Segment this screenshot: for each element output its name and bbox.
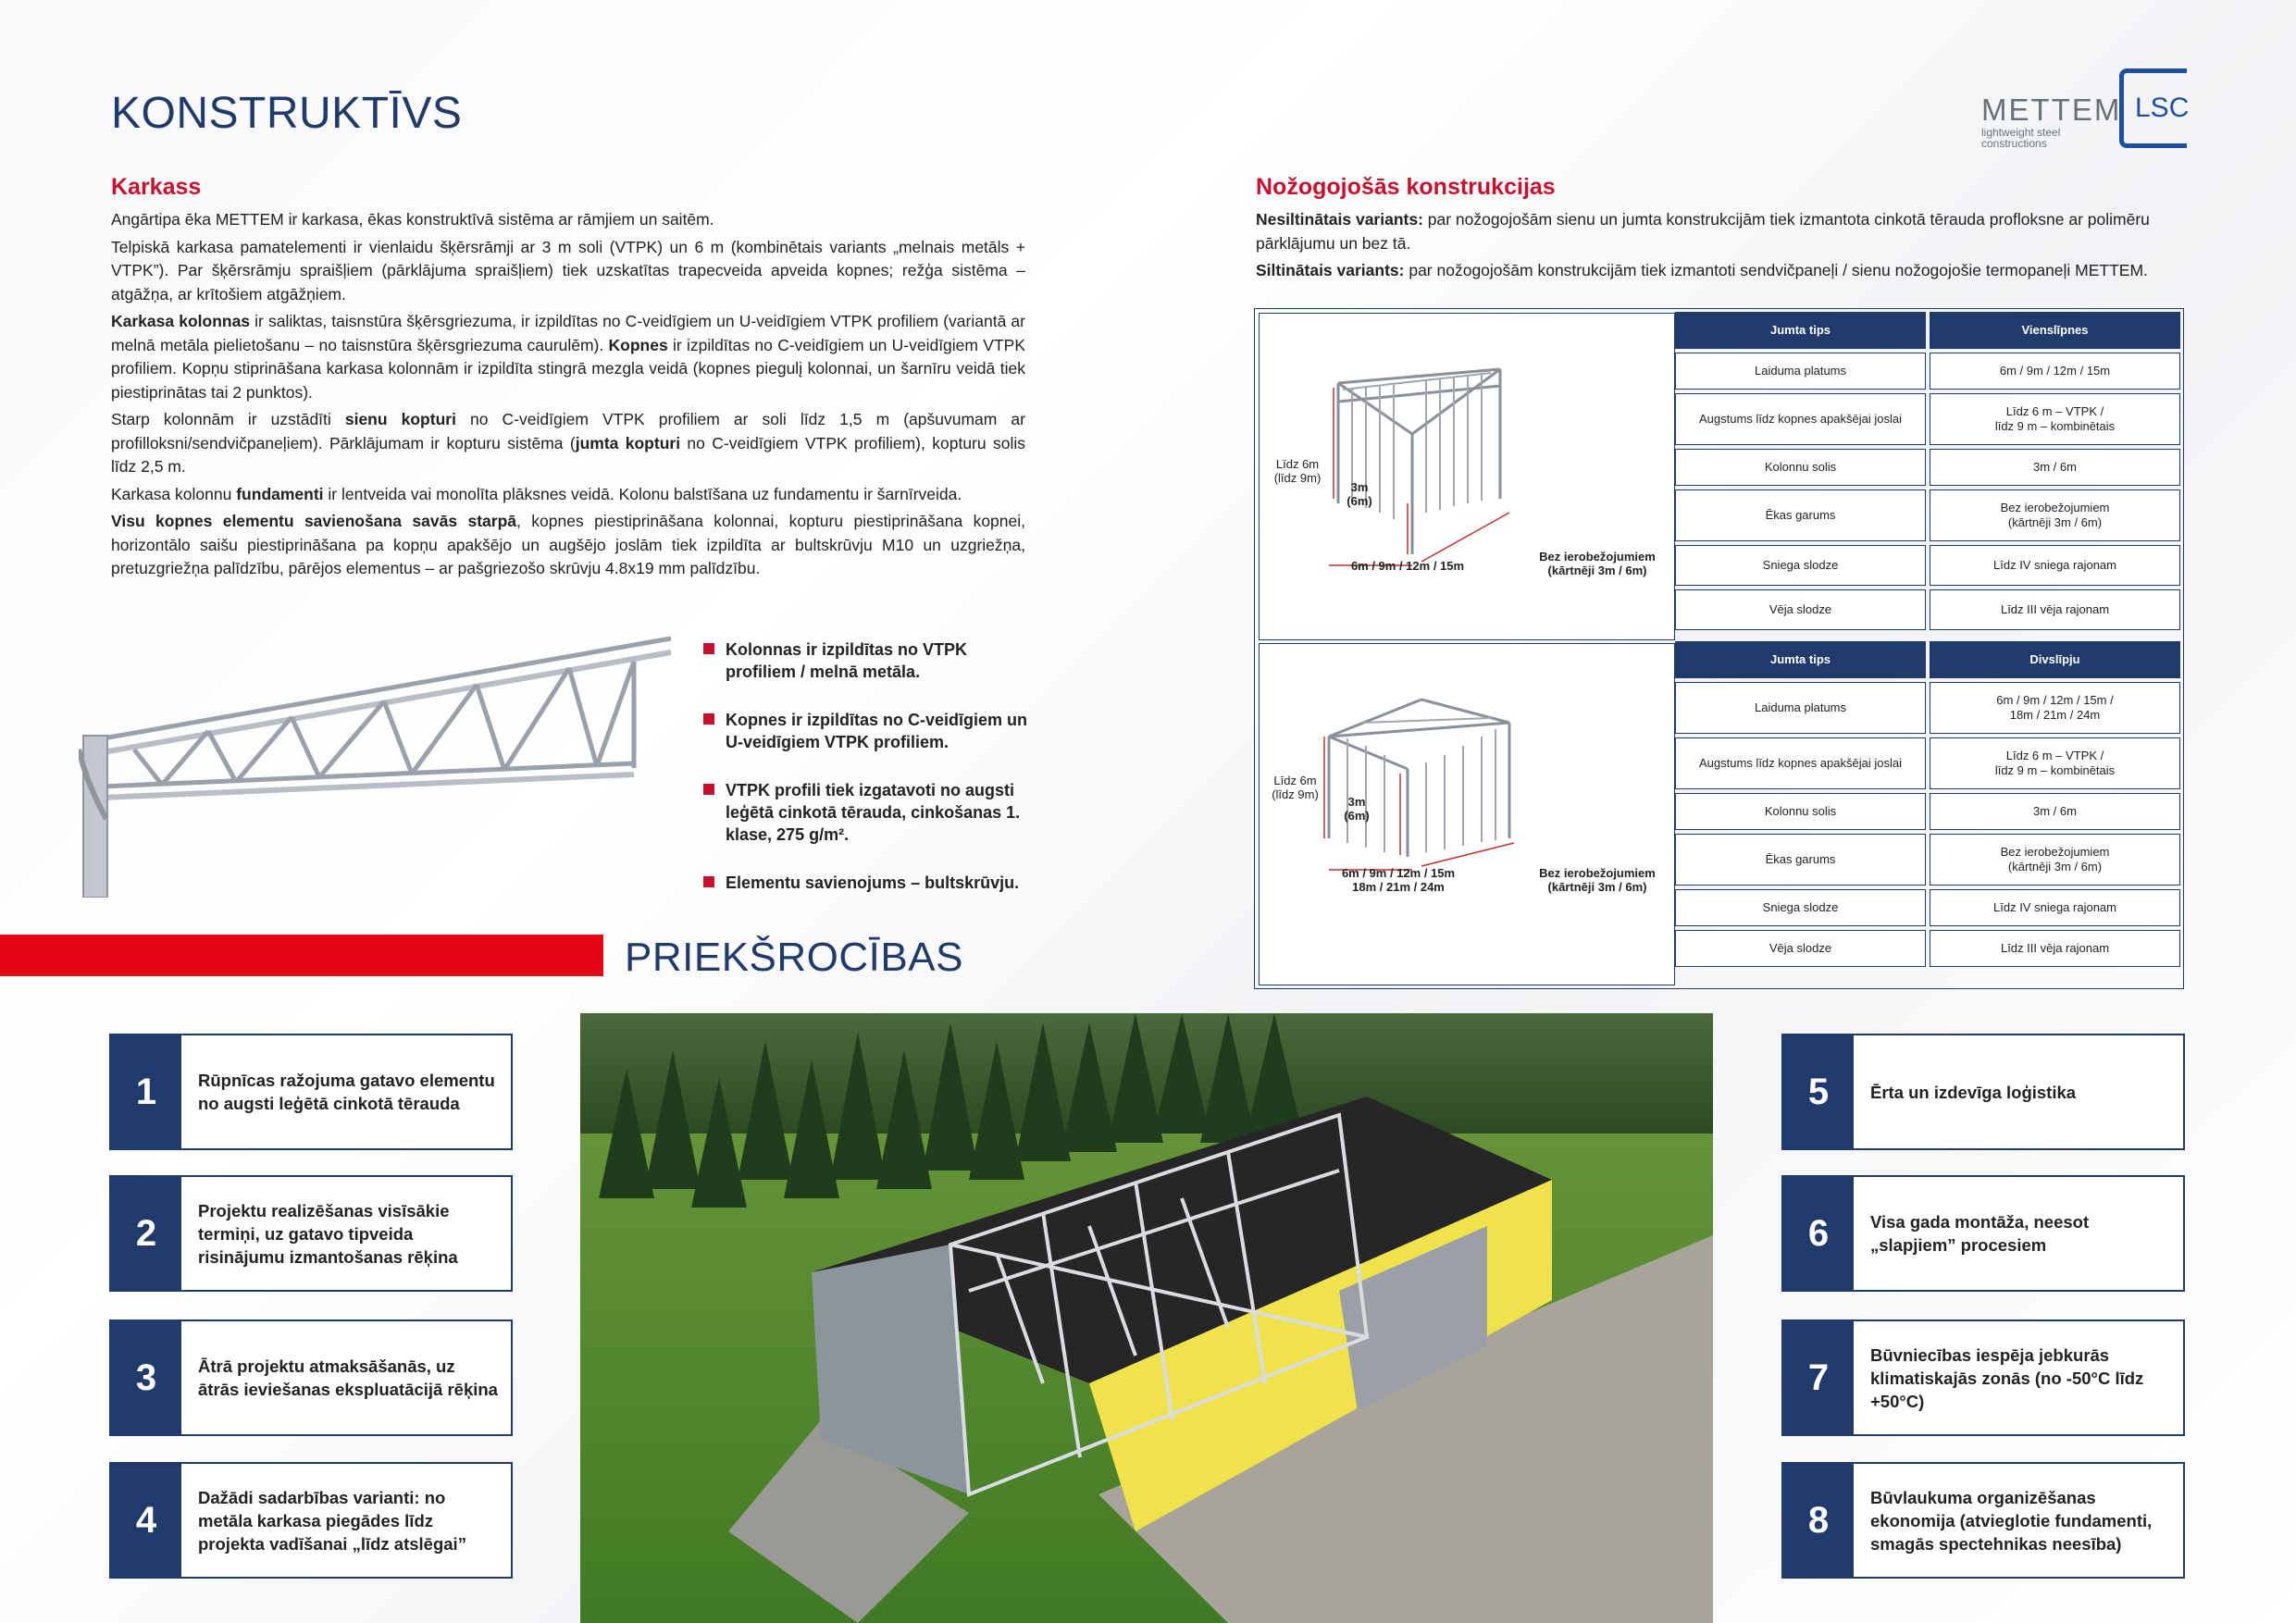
truss-illustration bbox=[79, 620, 708, 898]
karkass-p1: Angārtipa ēka METTEM ir karkasa, ēkas konstruktīvā sistēma ar rāmjiem un saitēm. bbox=[111, 210, 714, 229]
table-cell: Līdz IV sniega rajonam bbox=[1930, 545, 2180, 586]
table2-header-type: Jumta tips bbox=[1675, 641, 1926, 678]
diagram1-height-label: Līdz 6m (līdz 9m) bbox=[1273, 457, 1322, 485]
diagram2-length-label: Bez ierobežojumiem (kārtnēji 3m / 6m) bbox=[1539, 866, 1656, 894]
nozog-body bbox=[1256, 208, 2181, 287]
table-cell: Ēkas garums bbox=[1675, 834, 1926, 886]
table-cell: Laiduma platums bbox=[1675, 682, 1926, 734]
table-cell: Sniega slodze bbox=[1675, 889, 1926, 926]
karkass-p4: Starp kolonnām ir uzstādīti sienu kopturi no C-veidīgiem VTPK profiliem ar soli līdz 1,5 m (apšuvumam ar profilloksni/sendvičpaneļiem). Pārklājumam ir kopturu sistēma (jumta kopturi no C-veidīgiem VTPK profiliem), kopturu solis līdz 2,5 m. bbox=[111, 410, 1025, 476]
diagram2-span-label: 6m / 9m / 12m / 15m 18m / 21m / 24m bbox=[1341, 866, 1456, 894]
karkass-p6: Visu kopnes elementu savienošana savās starpā, kopnes piestiprināšana kolonnai, kopturu piestiprināšana kopnei, horizontālo saišu piestiprināšana pa kopņu apakšējo un augšējo joslām tiek izpildīta ar bultskrūvju M10 un uzgriežņa, pretuzgriežņa palīdzību, pārējos elementus – ar pašgriezošo skrūvju 4.8x19 mm palīdzību. bbox=[111, 512, 1026, 577]
bullet-item: Kolonnas ir izpildītas no VTPK profiliem / melnā metāla. bbox=[703, 638, 1036, 683]
advantage-text: Rūpnīcas ražojuma gatavo elementu no augsti leģētā cinkotā tērauda bbox=[198, 1071, 495, 1113]
advantage-number: 6 bbox=[1783, 1177, 1854, 1290]
advantage-number: 7 bbox=[1783, 1321, 1854, 1434]
feature-bullets bbox=[703, 638, 1036, 920]
table-cell: Bez ierobežojumiem (kārtnēji 3m / 6m) bbox=[1930, 834, 2180, 886]
karkass-p5: Karkasa kolonnu fundamenti ir lentveida vai monolīta plāksnes veidā. Kolonu balstīšana uz fundamentu ir šarnīrveida. bbox=[111, 484, 962, 503]
table-cell: Kolonnu solis bbox=[1675, 449, 1926, 486]
diagram2-step-label: 3m (6m) bbox=[1344, 795, 1370, 823]
advantage-number: 5 bbox=[1783, 1035, 1854, 1148]
diagram1-step-label: 3m (6m) bbox=[1347, 480, 1372, 508]
diagram2-height-label: Līdz 6m (līdz 9m) bbox=[1272, 774, 1319, 801]
advantage-card bbox=[109, 1319, 513, 1436]
advantages-title: PRIEKŠROCĪBAS bbox=[625, 935, 963, 980]
spec-table-single-slope bbox=[1671, 308, 2184, 634]
advantage-number: 1 bbox=[111, 1035, 181, 1148]
mettem-logo bbox=[1976, 65, 2198, 148]
table-cell: Bez ierobežojumiem (kārtnēji 3m / 6m) bbox=[1930, 489, 2180, 541]
advantage-text: Visa gada montāža, neesot „slapjiem” procesiem bbox=[1870, 1212, 2090, 1255]
advantage-text: Ērta un izdevīga loģistika bbox=[1870, 1082, 2077, 1102]
diagram1-span-label: 6m / 9m / 12m / 15m bbox=[1350, 559, 1465, 573]
diagram1-length-label: Bez ierobežojumiem (kārtnēji 3m / 6m) bbox=[1539, 550, 1656, 577]
karkass-body bbox=[111, 208, 1025, 585]
section-accent-band bbox=[0, 935, 603, 976]
building-render-image bbox=[580, 1013, 1713, 1623]
table1-header-type: Jumta tips bbox=[1675, 312, 1926, 349]
table-cell: Līdz 6 m – VTPK / līdz 9 m – kombinētais bbox=[1930, 737, 2180, 789]
diagram-single-slope bbox=[1259, 313, 1675, 640]
logo-wordmark: METTEM bbox=[1981, 93, 2122, 127]
nozog-title: Nožogojošās konstrukcijas bbox=[1256, 174, 1556, 200]
advantage-text: Ātrā projektu atmaksāšanās, uz ātrās ieviešanas ekspluatācijā rēķina bbox=[198, 1357, 498, 1399]
table-cell: Sniega slodze bbox=[1675, 545, 1926, 586]
advantage-text: Projektu realizēšanas visīsākie termiņi, uz gatavo tipveida risinājumu izmantošanas rēķina bbox=[198, 1200, 458, 1267]
page-title: KONSTRUKTĪVS bbox=[111, 89, 463, 138]
table-cell: Augstums līdz kopnes apakšējai joslai bbox=[1675, 393, 1926, 445]
table-cell: Līdz III vēja rajonam bbox=[1930, 930, 2180, 967]
nozog-p2: Siltinātais variants: par nožogojošām konstrukcijām tiek izmantoti sendvičpaneļi / sienu nožogojošie termopaneļi METTEM. bbox=[1256, 261, 2148, 279]
diagram-double-slope bbox=[1259, 643, 1675, 985]
karkass-title: Karkass bbox=[111, 174, 202, 200]
advantage-card bbox=[109, 1462, 513, 1579]
table-cell: Vēja slodze bbox=[1675, 589, 1926, 630]
table-cell: 3m / 6m bbox=[1930, 793, 2180, 830]
table-cell: Līdz III vēja rajonam bbox=[1930, 589, 2180, 630]
advantage-text: Būvniecības iespēja jebkurās klimatiskajās zonās (no -50°C līdz +50°C) bbox=[1870, 1344, 2144, 1411]
bullet-item: VTPK profili tiek izgatavoti no augsti leģētā cinkotā tērauda, cinkošanas 1. klase, 275 g/m². bbox=[703, 779, 1036, 846]
double-slope-frame-drawing bbox=[1260, 644, 1674, 985]
table-cell: 3m / 6m bbox=[1930, 449, 2180, 486]
advantage-number: 2 bbox=[111, 1177, 181, 1290]
advantage-card bbox=[109, 1034, 513, 1150]
table-cell: Ēkas garums bbox=[1675, 489, 1926, 541]
bullet-item: Elementu savienojums – bultskrūvju. bbox=[703, 872, 1036, 894]
advantage-number: 8 bbox=[1783, 1464, 1854, 1577]
table-cell: Augstums līdz kopnes apakšējai joslai bbox=[1675, 737, 1926, 789]
table1-header-value: Vienslīpnes bbox=[1930, 312, 2180, 349]
karkass-p3: Karkasa kolonnas ir saliktas, taisnstūra šķērsgriezuma, ir izpildītas no C-veidīgiem un U-veidīgiem VTPK profiliem (variantā ar melnā metāla pielietošanu – no taisnstūra šķērsgriezuma caurulēm). Kopnes ir izpildītas no C-veidīgiem un U-veidīgiem VTPK profiliem. Kopņu stiprināšana karkasa kolonnām ir izpildīta stingrā mezgla veidā (kopnes piegulį kolonnai, un šarnīru veidā tiek piestiprinātas tai 2 punktos). bbox=[111, 312, 1025, 402]
advantage-text: Būvlaukuma organizēšanas ekonomija (atvieglotie fundamenti, smagās spectehnikas neesība) bbox=[1870, 1487, 2153, 1554]
karkass-p2: Telpiskā karkasa pamatelementi ir vienlaidu šķērsrāmji ar 3 m soli (VTPK) un 6 m (kombinētais variants „melnais metāls + VTPK”). Par šķērsrāmju spraišļiem (pārklājuma spraišļiem) tiek uzskatītas trapecveida apveida kopnes; režģa sistēma – atgāžņa, ar krītošiem atgāžņiem. bbox=[111, 237, 1025, 304]
table-cell: Laiduma platums bbox=[1675, 353, 1926, 390]
logo-tagline: lightweight steel constructions bbox=[1981, 126, 2061, 150]
nozog-p1: Nesiltinātais variants: par nožogojošām sienu un jumta konstrukcijām tiek izmantota cinkotā tērauda profloksne ar polimēru pārklājumu un bez tā. bbox=[1256, 210, 2150, 253]
advantage-text: Dažādi sadarbības varianti: no metāla karkasa piegādes līdz projekta vadīšanai „līdz atslēgai” bbox=[198, 1487, 466, 1554]
advantage-card bbox=[1781, 1175, 2185, 1292]
table-cell: Līdz IV sniega rajonam bbox=[1930, 889, 2180, 926]
advantage-card bbox=[1781, 1462, 2185, 1579]
table2-header-value: Divslīpju bbox=[1930, 641, 2180, 678]
advantage-card bbox=[1781, 1034, 2185, 1150]
advantage-card bbox=[109, 1175, 513, 1292]
table-cell: 6m / 9m / 12m / 15m bbox=[1930, 353, 2180, 390]
bullet-item: Kopnes ir izpildītas no C-veidīgiem un U-veidīgiem VTPK profiliem. bbox=[703, 709, 1036, 753]
table-cell: 6m / 9m / 12m / 15m / 18m / 21m / 24m bbox=[1930, 682, 2180, 734]
spec-table-double-slope bbox=[1671, 638, 2184, 971]
table-cell: Kolonnu solis bbox=[1675, 793, 1926, 830]
advantage-card bbox=[1781, 1319, 2185, 1436]
advantage-number: 3 bbox=[111, 1321, 181, 1434]
table-cell: Vēja slodze bbox=[1675, 930, 1926, 967]
logo-mark: LSC bbox=[2135, 93, 2190, 123]
table-cell: Līdz 6 m – VTPK / līdz 9 m – kombinētais bbox=[1930, 393, 2180, 445]
advantage-number: 4 bbox=[111, 1464, 181, 1577]
